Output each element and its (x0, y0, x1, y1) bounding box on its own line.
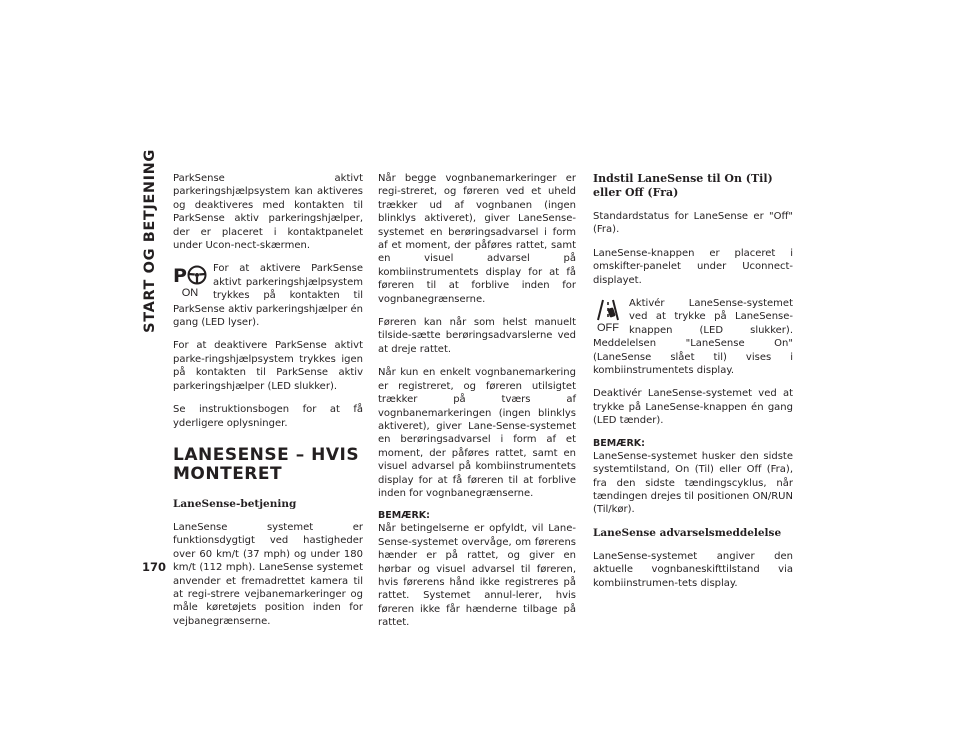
icon-on-caption: ON (181, 287, 199, 300)
note-text: LaneSense-systemet husker den sidste systemtilstand, On (Til) eller Off (Fra), fra den sidste tændingscyklus, når tændingen drejes til positionen ON/RUN (Til/kør). (593, 450, 793, 516)
paragraph: For at deaktivere ParkSense aktivt parke-ringshjælpsystem trykkes igen på kontakten til ParkSense aktiv parkeringshjælper (LED slukker). (173, 340, 363, 392)
paragraph: LaneSense systemet er funktionsdygtigt ved hastigheder over 60 km/t (37 mph) og under 180 km/t (112 mph). LaneSense systemet anvender et fremadrettet kamera til at regi-strere vejbanemarkeringer og måle køretøjets position inden for vejbanegrænserne. (173, 521, 363, 627)
paragraph: For at aktivere ParkSense aktivt parkeringshjælpsystem trykkes på kontakten til ParkSense aktiv parkeringshjælper én gang (LED lyser). (173, 263, 363, 329)
paragraph: LaneSense-knappen er placeret i omskifter-panelet under Uconnect-displayet. (593, 247, 793, 286)
icon-off-caption: OFF (597, 322, 619, 335)
subheading: LaneSense advarselsmeddelelse (593, 526, 782, 539)
column-3 (593, 172, 793, 600)
note-text: Når betingelserne er opfyldt, vil Lane-Sense-systemet overvåge, om førerens hænder er på rattet, og giver en hørbar og visuel advarsel til føreren, hvis førerens hånd ikke registreres på rattet. Systemet annul-lerer, hvis føreren ikke får hænderne tilbage på rattet. (378, 523, 576, 629)
paragraph: LaneSense-systemet angiver den aktuelle vognbaneskifttilstand via kombiinstrumen-tets display. (593, 550, 793, 589)
paragraph: Se instruktionsbogen for at få yderligere oplysninger. (173, 404, 363, 429)
column-1 (173, 172, 363, 638)
parksense-icon-block (173, 262, 363, 329)
side-chapter-label: START OG BETJENING (142, 149, 158, 333)
svg-text:P: P (173, 265, 187, 287)
paragraph: Deaktivér LaneSense-systemet ved at trykke på LaneSense-knappen én gang (LED tænder). (593, 388, 793, 427)
note-label: BEMÆRK: (378, 510, 430, 522)
paragraph: Når kun en enkelt vognbanemarkering er registreret, og føreren utilsigtet trækker på tværs af vognbanemarkeringen (ingen blinklys aktiveret), giver Lane-Sense-systemet en berøringsadvarsel i form af et moment, der påføres rattet, samt en visuel advarsel på kombiinstrumentets display for at få føreren til at forblive inden for vognbanegrænserne. (378, 367, 576, 499)
note-label: BEMÆRK: (593, 437, 645, 449)
column-2 (378, 172, 576, 640)
side-chapter-tab (139, 149, 161, 333)
parksense-switch-icon (173, 264, 207, 299)
paragraph: Føreren kan når som helst manuelt tilside-sætte berøringsadvarslerne ved at dreje rattet. (378, 317, 576, 355)
lanesense-icon-block (593, 297, 793, 377)
lanesense-switch-icon (593, 299, 623, 334)
paragraph: Aktivér LaneSense-systemet ved at trykke på LaneSense-knappen (LED slukker). Meddelelsen "LaneSense On" (LaneSense slået til) vises i kombiinstrumentets display. (593, 298, 793, 377)
subheading: Indstil LaneSense til On (Til) eller Off (Fra) (593, 172, 773, 199)
paragraph: Standardstatus for LaneSense er "Off" (Fra). (593, 211, 793, 236)
paragraph: Når begge vognbanemarkeringer er regi-streret, og føreren ved et uheld trækker ud af vognbanen (ingen blinklys aktiveret), giver LaneSense-systemet en berøringsadvarsel i form af et moment, der påføres rattet, samt en visuel advarsel på kombiinstrumentets display for at få føreren til at forblive inden for vognbanegrænserne. (378, 173, 576, 305)
section-title: LANESENSE – HVIS MONTERET (173, 444, 360, 484)
page-number: 170 (142, 560, 167, 574)
parksense-p-steering-icon (173, 264, 207, 286)
lane-departure-icon (595, 299, 621, 321)
subheading: LaneSense-betjening (173, 497, 297, 510)
paragraph: ParkSense aktivt parkeringshjælpsystem kan aktiveres og deaktiveres med kontakten til ParkSense aktiv parkeringshjælper, der er placeret i kontaktpanelet under Ucon-nect-skærmen. (173, 173, 363, 252)
